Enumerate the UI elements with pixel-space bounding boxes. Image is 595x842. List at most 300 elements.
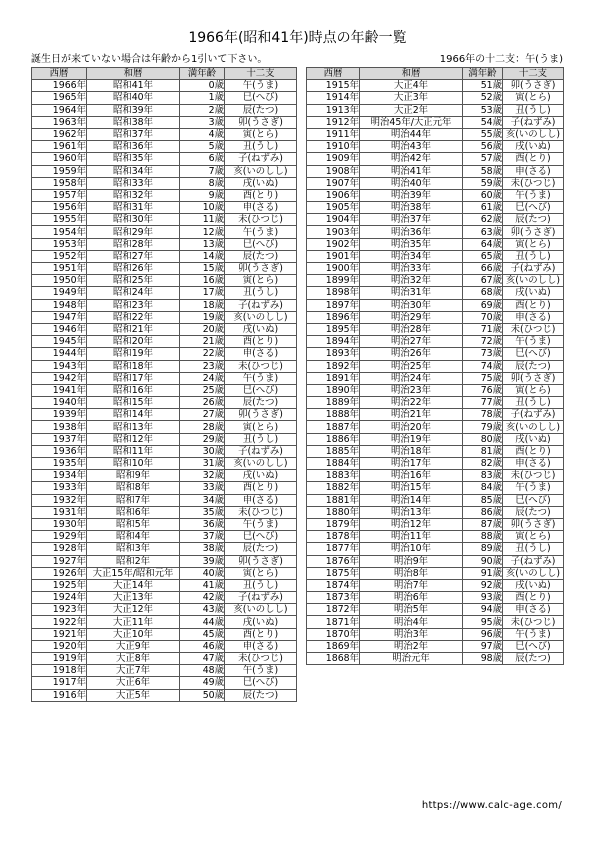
cell-japanese-era: 明治2年 <box>360 640 463 652</box>
cell-zodiac: 午(うま) <box>225 372 297 384</box>
cell-western-year: 1933年 <box>32 482 87 494</box>
table-header-row <box>32 68 297 80</box>
table-row <box>32 531 297 543</box>
table-row <box>307 275 564 287</box>
cell-zodiac: 子(ねずみ) <box>503 116 564 128</box>
cell-japanese-era: 明治21年 <box>360 409 463 421</box>
cell-western-year: 1946年 <box>32 323 87 335</box>
cell-japanese-era: 昭和19年 <box>87 348 180 360</box>
header-japanese-era: 和暦 <box>360 68 463 80</box>
cell-zodiac: 寅(とら) <box>503 531 564 543</box>
cell-western-year: 1966年 <box>32 80 87 92</box>
cell-age: 70歳 <box>463 311 503 323</box>
table-row <box>307 409 564 421</box>
cell-western-year: 1903年 <box>307 226 360 238</box>
cell-age: 59歳 <box>463 177 503 189</box>
cell-zodiac: 亥(いのしし) <box>225 604 297 616</box>
cell-age: 57歳 <box>463 153 503 165</box>
cell-zodiac: 寅(とら) <box>225 128 297 140</box>
cell-japanese-era: 昭和30年 <box>87 214 180 226</box>
table-row <box>32 104 297 116</box>
cell-zodiac: 丑(うし) <box>503 250 564 262</box>
cell-age: 73歳 <box>463 348 503 360</box>
cell-age: 38歳 <box>180 543 225 555</box>
cell-western-year: 1879年 <box>307 518 360 530</box>
cell-japanese-era: 明治42年 <box>360 153 463 165</box>
table-row <box>307 202 564 214</box>
cell-zodiac: 卯(うさぎ) <box>225 263 297 275</box>
cell-japanese-era: 明治14年 <box>360 494 463 506</box>
cell-western-year: 1876年 <box>307 555 360 567</box>
cell-western-year: 1926年 <box>32 567 87 579</box>
cell-western-year: 1954年 <box>32 226 87 238</box>
cell-zodiac: 辰(たつ) <box>225 104 297 116</box>
table-row <box>32 189 297 201</box>
cell-age: 81歳 <box>463 445 503 457</box>
cell-zodiac: 未(ひつじ) <box>225 360 297 372</box>
table-row <box>307 604 564 616</box>
cell-japanese-era: 明治12年 <box>360 518 463 530</box>
table-row <box>307 189 564 201</box>
birthday-note: 誕生日が来ていない場合は年齢から1引いて下さい。 <box>31 54 268 65</box>
cell-japanese-era: 昭和25年 <box>87 275 180 287</box>
cell-western-year: 1874年 <box>307 579 360 591</box>
cell-japanese-era: 明治7年 <box>360 579 463 591</box>
table-row <box>307 592 564 604</box>
cell-age: 71歳 <box>463 323 503 335</box>
cell-japanese-era: 昭和38年 <box>87 116 180 128</box>
cell-japanese-era: 明治31年 <box>360 287 463 299</box>
cell-western-year: 1909年 <box>307 153 360 165</box>
cell-zodiac: 巳(へび) <box>503 348 564 360</box>
table-row <box>32 238 297 250</box>
table-row <box>307 226 564 238</box>
cell-age: 91歳 <box>463 567 503 579</box>
cell-zodiac: 午(うま) <box>503 482 564 494</box>
cell-age: 3歳 <box>180 116 225 128</box>
cell-age: 98歳 <box>463 653 503 665</box>
cell-age: 2歳 <box>180 104 225 116</box>
header-zodiac: 十二支 <box>225 68 297 80</box>
cell-zodiac: 子(ねずみ) <box>225 153 297 165</box>
table-row <box>32 653 297 665</box>
table-row <box>307 616 564 628</box>
cell-age: 58歳 <box>463 165 503 177</box>
cell-age: 28歳 <box>180 421 225 433</box>
cell-zodiac: 戌(いぬ) <box>503 287 564 299</box>
table-row <box>307 153 564 165</box>
cell-japanese-era: 大正11年 <box>87 616 180 628</box>
cell-zodiac: 寅(とら) <box>503 238 564 250</box>
cell-zodiac: 亥(いのしし) <box>503 128 564 140</box>
cell-japanese-era: 昭和8年 <box>87 482 180 494</box>
cell-japanese-era: 明治16年 <box>360 470 463 482</box>
cell-japanese-era: 昭和24年 <box>87 287 180 299</box>
table-row <box>307 397 564 409</box>
cell-age: 82歳 <box>463 458 503 470</box>
cell-western-year: 1889年 <box>307 397 360 409</box>
header-age: 満年齢 <box>180 68 225 80</box>
table-row <box>307 506 564 518</box>
cell-zodiac: 申(さる) <box>503 604 564 616</box>
table-row <box>307 80 564 92</box>
table-row <box>32 677 297 689</box>
cell-western-year: 1964年 <box>32 104 87 116</box>
cell-japanese-era: 明治44年 <box>360 128 463 140</box>
cell-age: 17歳 <box>180 287 225 299</box>
cell-zodiac: 丑(うし) <box>503 397 564 409</box>
cell-zodiac: 午(うま) <box>225 80 297 92</box>
table-row <box>32 214 297 226</box>
age-table-right <box>306 67 564 665</box>
cell-japanese-era: 昭和16年 <box>87 384 180 396</box>
table-row <box>307 518 564 530</box>
table-row <box>307 628 564 640</box>
table-row <box>307 348 564 360</box>
cell-zodiac: 寅(とら) <box>225 421 297 433</box>
cell-zodiac: 子(ねずみ) <box>225 592 297 604</box>
cell-western-year: 1918年 <box>32 665 87 677</box>
table-header-row <box>307 68 564 80</box>
cell-western-year: 1960年 <box>32 153 87 165</box>
cell-japanese-era: 昭和37年 <box>87 128 180 140</box>
cell-zodiac: 申(さる) <box>225 348 297 360</box>
cell-japanese-era: 大正10年 <box>87 628 180 640</box>
table-row <box>307 433 564 445</box>
cell-zodiac: 辰(たつ) <box>225 543 297 555</box>
cell-japanese-era: 昭和3年 <box>87 543 180 555</box>
cell-japanese-era: 昭和31年 <box>87 202 180 214</box>
cell-western-year: 1884年 <box>307 458 360 470</box>
cell-zodiac: 酉(とり) <box>225 189 297 201</box>
cell-zodiac: 申(さる) <box>225 494 297 506</box>
cell-zodiac: 午(うま) <box>225 226 297 238</box>
table-row <box>32 372 297 384</box>
cell-age: 19歳 <box>180 311 225 323</box>
cell-zodiac: 酉(とり) <box>503 592 564 604</box>
cell-age: 31歳 <box>180 458 225 470</box>
cell-age: 18歳 <box>180 299 225 311</box>
cell-western-year: 1902年 <box>307 238 360 250</box>
cell-japanese-era: 昭和28年 <box>87 238 180 250</box>
cell-zodiac: 辰(たつ) <box>503 506 564 518</box>
cell-western-year: 1911年 <box>307 128 360 140</box>
table-row <box>32 177 297 189</box>
cell-zodiac: 亥(いのしし) <box>503 567 564 579</box>
table-row <box>32 323 297 335</box>
cell-western-year: 1919年 <box>32 653 87 665</box>
cell-zodiac: 巳(へび) <box>503 494 564 506</box>
cell-zodiac: 午(うま) <box>225 665 297 677</box>
cell-zodiac: 未(ひつじ) <box>225 653 297 665</box>
table-row <box>32 458 297 470</box>
cell-age: 39歳 <box>180 555 225 567</box>
table-row <box>307 165 564 177</box>
table-row <box>307 421 564 433</box>
table-row <box>32 433 297 445</box>
table-row <box>307 482 564 494</box>
cell-age: 26歳 <box>180 397 225 409</box>
cell-japanese-era: 昭和5年 <box>87 518 180 530</box>
cell-western-year: 1869年 <box>307 640 360 652</box>
cell-age: 66歳 <box>463 263 503 275</box>
cell-zodiac: 亥(いのしし) <box>225 458 297 470</box>
cell-japanese-era: 昭和33年 <box>87 177 180 189</box>
cell-zodiac: 寅(とら) <box>503 92 564 104</box>
cell-age: 42歳 <box>180 592 225 604</box>
table-row <box>32 384 297 396</box>
cell-western-year: 1886年 <box>307 433 360 445</box>
cell-age: 43歳 <box>180 604 225 616</box>
cell-japanese-era: 昭和4年 <box>87 531 180 543</box>
cell-western-year: 1951年 <box>32 263 87 275</box>
cell-japanese-era: 明治元年 <box>360 653 463 665</box>
cell-japanese-era: 大正5年 <box>87 689 180 701</box>
cell-japanese-era: 明治23年 <box>360 384 463 396</box>
cell-age: 67歳 <box>463 275 503 287</box>
cell-age: 21歳 <box>180 336 225 348</box>
cell-age: 45歳 <box>180 628 225 640</box>
cell-zodiac: 巳(へび) <box>225 531 297 543</box>
cell-age: 37歳 <box>180 531 225 543</box>
cell-western-year: 1872年 <box>307 604 360 616</box>
cell-western-year: 1891年 <box>307 372 360 384</box>
table-row <box>307 141 564 153</box>
cell-age: 16歳 <box>180 275 225 287</box>
table-row <box>307 543 564 555</box>
cell-zodiac: 酉(とり) <box>225 336 297 348</box>
table-row <box>32 543 297 555</box>
cell-zodiac: 巳(へび) <box>503 202 564 214</box>
table-row <box>307 555 564 567</box>
cell-japanese-era: 明治34年 <box>360 250 463 262</box>
cell-western-year: 1914年 <box>307 92 360 104</box>
cell-zodiac: 未(ひつじ) <box>503 323 564 335</box>
cell-zodiac: 辰(たつ) <box>225 689 297 701</box>
cell-western-year: 1962年 <box>32 128 87 140</box>
cell-age: 20歳 <box>180 323 225 335</box>
table-row <box>307 384 564 396</box>
cell-western-year: 1878年 <box>307 531 360 543</box>
page-title: 1966年(昭和41年)時点の年齢一覧 <box>188 30 407 46</box>
cell-zodiac: 子(ねずみ) <box>503 555 564 567</box>
cell-age: 96歳 <box>463 628 503 640</box>
cell-western-year: 1901年 <box>307 250 360 262</box>
cell-japanese-era: 明治40年 <box>360 177 463 189</box>
table-row <box>307 494 564 506</box>
cell-western-year: 1949年 <box>32 287 87 299</box>
cell-western-year: 1965年 <box>32 92 87 104</box>
cell-western-year: 1908年 <box>307 165 360 177</box>
cell-age: 29歳 <box>180 433 225 445</box>
cell-age: 12歳 <box>180 226 225 238</box>
cell-age: 44歳 <box>180 616 225 628</box>
cell-age: 49歳 <box>180 677 225 689</box>
cell-zodiac: 戌(いぬ) <box>503 433 564 445</box>
cell-age: 32歳 <box>180 470 225 482</box>
table-row <box>32 445 297 457</box>
cell-western-year: 1948年 <box>32 299 87 311</box>
cell-age: 1歳 <box>180 92 225 104</box>
table-row <box>307 263 564 275</box>
cell-japanese-era: 明治41年 <box>360 165 463 177</box>
header-japanese-era: 和暦 <box>87 68 180 80</box>
cell-western-year: 1958年 <box>32 177 87 189</box>
cell-japanese-era: 明治18年 <box>360 445 463 457</box>
cell-western-year: 1910年 <box>307 141 360 153</box>
table-row <box>32 226 297 238</box>
cell-japanese-era: 明治33年 <box>360 263 463 275</box>
cell-western-year: 1882年 <box>307 482 360 494</box>
cell-japanese-era: 明治25年 <box>360 360 463 372</box>
cell-japanese-era: 明治30年 <box>360 299 463 311</box>
cell-age: 30歳 <box>180 445 225 457</box>
table-row <box>32 153 297 165</box>
cell-zodiac: 辰(たつ) <box>503 653 564 665</box>
cell-japanese-era: 昭和17年 <box>87 372 180 384</box>
cell-zodiac: 午(うま) <box>503 336 564 348</box>
header-western-year: 西暦 <box>307 68 360 80</box>
cell-japanese-era: 明治3年 <box>360 628 463 640</box>
table-row <box>307 177 564 189</box>
table-row <box>307 250 564 262</box>
table-row <box>32 555 297 567</box>
table-row <box>32 336 297 348</box>
cell-western-year: 1931年 <box>32 506 87 518</box>
cell-age: 10歳 <box>180 202 225 214</box>
cell-japanese-era: 明治13年 <box>360 506 463 518</box>
cell-japanese-era: 昭和6年 <box>87 506 180 518</box>
cell-western-year: 1917年 <box>32 677 87 689</box>
cell-zodiac: 子(ねずみ) <box>503 409 564 421</box>
cell-age: 63歳 <box>463 226 503 238</box>
cell-japanese-era: 明治27年 <box>360 336 463 348</box>
cell-age: 92歳 <box>463 579 503 591</box>
cell-zodiac: 酉(とり) <box>225 628 297 640</box>
table-row <box>32 592 297 604</box>
cell-age: 48歳 <box>180 665 225 677</box>
cell-age: 5歳 <box>180 141 225 153</box>
table-row <box>307 372 564 384</box>
cell-zodiac: 子(ねずみ) <box>225 299 297 311</box>
cell-western-year: 1941年 <box>32 384 87 396</box>
table-row <box>307 287 564 299</box>
cell-zodiac: 酉(とり) <box>503 445 564 457</box>
cell-zodiac: 卯(うさぎ) <box>503 80 564 92</box>
cell-japanese-era: 昭和41年 <box>87 80 180 92</box>
cell-japanese-era: 昭和26年 <box>87 263 180 275</box>
cell-age: 22歳 <box>180 348 225 360</box>
table-row <box>307 567 564 579</box>
cell-zodiac: 戌(いぬ) <box>503 579 564 591</box>
cell-western-year: 1961年 <box>32 141 87 153</box>
cell-japanese-era: 昭和20年 <box>87 336 180 348</box>
table-row <box>32 567 297 579</box>
cell-age: 93歳 <box>463 592 503 604</box>
cell-japanese-era: 昭和9年 <box>87 470 180 482</box>
cell-zodiac: 申(さる) <box>225 640 297 652</box>
cell-japanese-era: 大正14年 <box>87 579 180 591</box>
cell-zodiac: 午(うま) <box>503 189 564 201</box>
cell-western-year: 1896年 <box>307 311 360 323</box>
table-row <box>32 141 297 153</box>
cell-japanese-era: 昭和27年 <box>87 250 180 262</box>
cell-western-year: 1900年 <box>307 263 360 275</box>
table-row <box>307 360 564 372</box>
table-row <box>32 482 297 494</box>
table-row <box>32 518 297 530</box>
cell-zodiac: 酉(とり) <box>225 482 297 494</box>
cell-japanese-era: 大正12年 <box>87 604 180 616</box>
table-row <box>32 311 297 323</box>
cell-western-year: 1943年 <box>32 360 87 372</box>
cell-western-year: 1880年 <box>307 506 360 518</box>
table-row <box>32 250 297 262</box>
cell-zodiac: 辰(たつ) <box>503 360 564 372</box>
cell-western-year: 1916年 <box>32 689 87 701</box>
table-row <box>32 421 297 433</box>
table-row <box>32 116 297 128</box>
cell-age: 34歳 <box>180 494 225 506</box>
cell-zodiac: 亥(いのしし) <box>503 421 564 433</box>
age-table-left <box>31 67 297 702</box>
cell-zodiac: 午(うま) <box>225 518 297 530</box>
cell-western-year: 1963年 <box>32 116 87 128</box>
table-row <box>32 92 297 104</box>
cell-western-year: 1905年 <box>307 202 360 214</box>
table-row <box>32 604 297 616</box>
cell-age: 95歳 <box>463 616 503 628</box>
cell-western-year: 1929年 <box>32 531 87 543</box>
cell-japanese-era: 昭和2年 <box>87 555 180 567</box>
cell-age: 53歳 <box>463 104 503 116</box>
cell-zodiac: 丑(うし) <box>225 141 297 153</box>
cell-zodiac: 巳(へび) <box>225 384 297 396</box>
cell-japanese-era: 昭和7年 <box>87 494 180 506</box>
cell-zodiac: 申(さる) <box>225 202 297 214</box>
cell-age: 79歳 <box>463 421 503 433</box>
cell-age: 54歳 <box>463 116 503 128</box>
cell-zodiac: 酉(とり) <box>503 299 564 311</box>
cell-japanese-era: 明治5年 <box>360 604 463 616</box>
table-row <box>32 470 297 482</box>
cell-age: 36歳 <box>180 518 225 530</box>
cell-zodiac: 丑(うし) <box>503 543 564 555</box>
cell-age: 7歳 <box>180 165 225 177</box>
cell-zodiac: 未(ひつじ) <box>503 470 564 482</box>
cell-western-year: 1875年 <box>307 567 360 579</box>
cell-age: 77歳 <box>463 397 503 409</box>
cell-age: 6歳 <box>180 153 225 165</box>
year-zodiac-label: 1966年の十二支：午(うま) <box>439 54 563 65</box>
cell-age: 25歳 <box>180 384 225 396</box>
table-row <box>32 287 297 299</box>
cell-japanese-era: 明治39年 <box>360 189 463 201</box>
cell-japanese-era: 明治4年 <box>360 616 463 628</box>
table-row <box>32 299 297 311</box>
cell-zodiac: 辰(たつ) <box>225 250 297 262</box>
cell-zodiac: 巳(へび) <box>225 677 297 689</box>
cell-age: 0歳 <box>180 80 225 92</box>
cell-japanese-era: 大正9年 <box>87 640 180 652</box>
cell-japanese-era: 明治24年 <box>360 372 463 384</box>
cell-japanese-era: 昭和32年 <box>87 189 180 201</box>
cell-zodiac: 申(さる) <box>503 311 564 323</box>
cell-zodiac: 丑(うし) <box>225 287 297 299</box>
table-row <box>307 470 564 482</box>
cell-japanese-era: 大正13年 <box>87 592 180 604</box>
cell-western-year: 1930年 <box>32 518 87 530</box>
